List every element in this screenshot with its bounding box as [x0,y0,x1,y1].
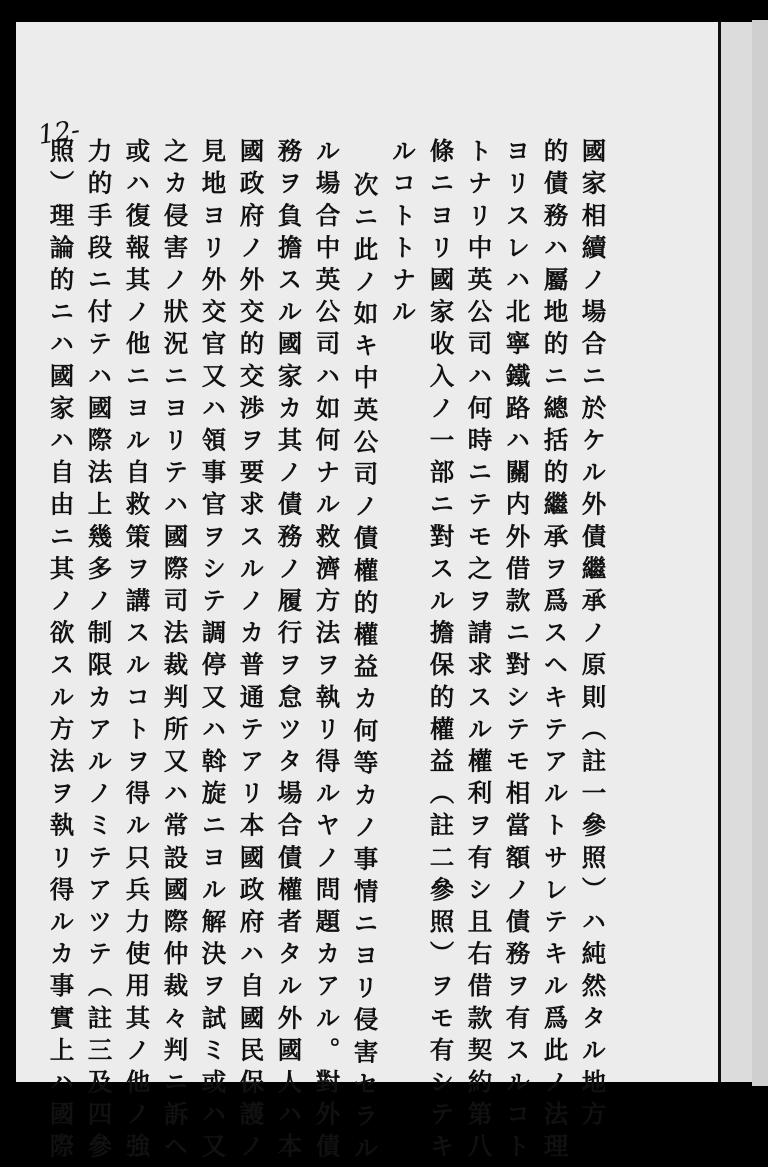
text-column: 力的手段ニ付テハ國際法上幾多ノ制限カアルノミテアツテ（註三及四參 [84,138,114,1166]
text-column: 見地ヨリ外交官又ハ領事官ヲシテ調停又ハ斡旋ニヨル解決ヲ試ミ或ハ又 [198,138,228,1166]
text-column: 次ニ此ノ如キ中英公司ノ債權的權益カ何等カノ事情ニヨリ侵害セラル [350,172,380,1167]
page-number: 12- [36,115,82,151]
scan-border [752,20,768,1086]
text-column: ル場合中英公司ハ如何ナル救濟方法ヲ執リ得ルヤノ問題カアル。對外債 [312,138,342,1166]
text-column: 條ニヨリ國家收入ノ一部ニ對スル擔保的權益（註二參照）ヲモ有シテキ [426,138,456,1166]
text-column: ヨリスレハ北寧鐵路ハ關内外借款ニ對シテモ相當額ノ債務ヲ有スルコト [502,138,532,1166]
text-column: ルコトトナル [388,138,418,331]
text-column: 的債務ハ屬地的ニ總括的繼承ヲ爲スヘキテアルトサレテキル爲此ノ法理 [540,138,570,1166]
text-column: 或ハ復報其ノ他ニヨル自救策ヲ講スルコトヲ得ル只兵力使用其ノ他ノ強 [122,138,152,1166]
text-column: 國家相續ノ場合ニ於ケル外債繼承ノ原則（註一參照）ハ純然タル地方 [578,138,608,1134]
text-column: 國政府ノ外交的交渉ヲ要求スルノカ普通テアリ本國政府ハ自國民保護ノ [236,138,266,1166]
page-edge [718,22,755,1082]
text-column: 之カ侵害ノ狀況ニヨリテハ國際司法裁判所又ハ常設國際仲裁々判ニ訴ヘ [160,138,190,1166]
text-column: 照）理論的ニハ國家ハ自由ニ其ノ欲スル方法ヲ執リ得ルカ事實上ハ國際 [46,138,76,1166]
text-column: トナリ中英公司ハ何時ニテモ之ヲ請求スル權利ヲ有シ且右借款契約第八 [464,138,494,1166]
text-column: 務ヲ負擔スル國家カ其ノ債務ノ履行ヲ怠ツタ場合債權者タル外國人ハ本 [274,138,304,1166]
